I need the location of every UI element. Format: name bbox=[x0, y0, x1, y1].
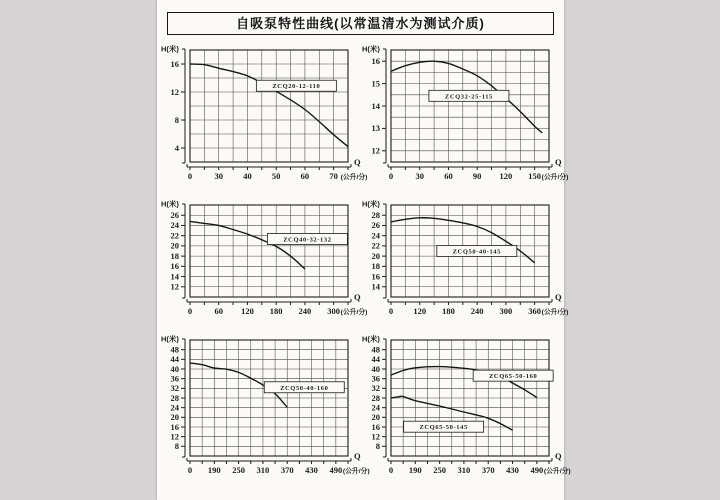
chart-canvas-6 bbox=[361, 334, 571, 486]
x-axis bbox=[187, 458, 351, 464]
y-axis bbox=[382, 204, 386, 298]
axis-text: 300 bbox=[499, 306, 513, 316]
axis-text: H(米) bbox=[161, 44, 179, 54]
y-axis bbox=[181, 204, 185, 298]
axis-text: 150 bbox=[528, 171, 542, 181]
axis-text: 60 bbox=[300, 171, 310, 181]
axis-text: 20 bbox=[371, 250, 380, 261]
curve-label-ZCQ50-40-160 bbox=[264, 382, 344, 393]
grid-lines bbox=[190, 340, 348, 456]
axis-text: 50 bbox=[271, 171, 281, 181]
axis-text: 18 bbox=[170, 250, 179, 261]
axis-text: 0 bbox=[187, 171, 193, 181]
y-axis bbox=[382, 49, 386, 163]
axis-text: 70 bbox=[329, 171, 338, 181]
chart-canvas-1 bbox=[160, 42, 368, 190]
axis-text: 28 bbox=[371, 210, 380, 221]
y-axis bbox=[382, 339, 386, 457]
axis-text: Q bbox=[555, 451, 562, 461]
axis-text: 44 bbox=[371, 354, 380, 365]
curve-label-ZCQ32-25-115 bbox=[429, 90, 509, 101]
pump-curve-chart-6 bbox=[361, 334, 571, 486]
axis-text: 300 bbox=[327, 306, 341, 316]
axis-text: 20 bbox=[371, 412, 380, 423]
x-axis bbox=[388, 458, 552, 464]
axis-text: 8 bbox=[174, 441, 179, 452]
axis-text: 0 bbox=[187, 306, 193, 316]
axis-text: Q bbox=[354, 157, 361, 167]
axis-text: 40 bbox=[170, 363, 179, 374]
axis-text: 16 bbox=[170, 58, 179, 69]
axis-text: 12 bbox=[371, 145, 380, 156]
axis-text: 310 bbox=[457, 465, 471, 475]
axis-text: H(米) bbox=[161, 199, 179, 209]
axis-text: 490 bbox=[329, 465, 343, 475]
axis-text: 48 bbox=[170, 344, 179, 355]
axis-text: 430 bbox=[305, 465, 318, 475]
axis-text: 4 bbox=[174, 142, 179, 153]
axis-text: 360 bbox=[528, 306, 542, 316]
axis-text: 90 bbox=[472, 171, 482, 181]
axis-text: (公升/分) bbox=[541, 309, 569, 316]
axis-text: 180 bbox=[442, 306, 455, 316]
axis-text: 40 bbox=[243, 171, 252, 181]
axis-text: ZCQ65-50-145 bbox=[419, 424, 468, 432]
axis-text: 0 bbox=[187, 465, 193, 475]
axis-text: H(米) bbox=[161, 334, 179, 344]
chart-canvas-3 bbox=[160, 199, 368, 325]
axis-text: 12 bbox=[371, 431, 380, 442]
axis-text: 12 bbox=[170, 281, 179, 292]
axis-text: 60 bbox=[214, 306, 223, 316]
axis-text: 12 bbox=[170, 86, 179, 97]
axis-text: 24 bbox=[371, 230, 380, 241]
axis-text: 250 bbox=[232, 465, 245, 475]
axis-text: 12 bbox=[170, 431, 179, 442]
axis-text: 36 bbox=[371, 373, 380, 384]
plot-border bbox=[190, 205, 348, 297]
axis-text: 14 bbox=[170, 271, 179, 282]
axis-text: 28 bbox=[170, 392, 179, 403]
axis-text: (公升/分) bbox=[541, 174, 569, 181]
axis-text: 430 bbox=[506, 465, 519, 475]
y-axis bbox=[181, 49, 185, 163]
axis-text: ZCQ40-32-132 bbox=[283, 236, 332, 244]
axis-text: 48 bbox=[371, 344, 380, 355]
axis-text: 60 bbox=[444, 171, 453, 181]
chart-canvas-4 bbox=[361, 199, 569, 325]
axis-text: 16 bbox=[371, 271, 380, 282]
axis-text: 24 bbox=[170, 220, 179, 231]
axis-text: Q bbox=[354, 292, 361, 302]
axis-text: (公升/分) bbox=[340, 174, 368, 181]
x-axis bbox=[187, 164, 351, 170]
pump-curve-chart-3 bbox=[160, 199, 368, 325]
axis-text: 0 bbox=[388, 465, 394, 475]
axis-text: 20 bbox=[170, 412, 179, 423]
axis-text: 32 bbox=[371, 383, 380, 394]
x-axis bbox=[388, 299, 552, 305]
axis-text: 16 bbox=[170, 261, 179, 272]
axis-text: 24 bbox=[371, 402, 380, 413]
grid-lines bbox=[391, 50, 549, 162]
axis-text: 370 bbox=[481, 465, 495, 475]
document-page bbox=[157, 0, 571, 500]
chart-canvas-5 bbox=[160, 334, 370, 486]
chart-canvas-2 bbox=[361, 42, 569, 190]
curve-label-ZCQ40-32-132 bbox=[267, 234, 347, 245]
axis-text: 120 bbox=[413, 306, 427, 316]
axis-text: Q bbox=[555, 292, 562, 302]
axis-text: ZCQ32-25-115 bbox=[444, 93, 493, 101]
axis-text: Q bbox=[555, 157, 562, 167]
axis-text: 16 bbox=[371, 56, 380, 66]
axis-text: H(米) bbox=[362, 199, 380, 209]
page-title: 自吸泵特性曲线(以常温清水为测试介质) bbox=[167, 12, 554, 35]
axis-text: 0 bbox=[388, 306, 394, 316]
curve-label-ZCQ20-12-110 bbox=[256, 80, 336, 91]
axis-text: 36 bbox=[170, 373, 179, 384]
pump-curve-chart-1 bbox=[160, 42, 368, 190]
axis-text: 240 bbox=[298, 306, 312, 316]
axis-text: 490 bbox=[530, 465, 544, 475]
axis-text: (公升/分) bbox=[340, 309, 368, 316]
axis-text: 370 bbox=[280, 465, 294, 475]
x-axis bbox=[388, 164, 552, 170]
axis-text: 16 bbox=[371, 421, 380, 432]
axis-text: 30 bbox=[415, 171, 424, 181]
axis-text: 22 bbox=[170, 230, 179, 241]
axis-text: H(米) bbox=[362, 334, 380, 344]
axis-text: 120 bbox=[241, 306, 254, 316]
axis-text: ZCQ65-50-160 bbox=[488, 373, 538, 381]
axis-text: 180 bbox=[269, 306, 283, 316]
axis-text: 30 bbox=[214, 171, 223, 181]
axis-text: 26 bbox=[170, 210, 179, 221]
axis-text: 14 bbox=[371, 281, 380, 292]
axis-text: 16 bbox=[170, 421, 179, 432]
axis-text: (公升/分) bbox=[543, 468, 571, 475]
x-axis bbox=[187, 299, 351, 305]
axis-text: 8 bbox=[375, 441, 380, 452]
axis-text: 40 bbox=[371, 363, 380, 374]
y-axis bbox=[181, 339, 185, 457]
charts-grid bbox=[157, 35, 571, 486]
axis-text: 13 bbox=[371, 123, 380, 134]
axis-text: 0 bbox=[388, 171, 394, 181]
curve-label-ZCQ50-40-145 bbox=[437, 245, 517, 256]
axis-text: 24 bbox=[170, 402, 179, 413]
axis-text: ZCQ20-12-110 bbox=[272, 83, 321, 91]
pump-curve-chart-2 bbox=[361, 42, 569, 190]
axis-text: 22 bbox=[371, 240, 380, 251]
pump-curve-chart-5 bbox=[160, 334, 370, 486]
axis-text: 190 bbox=[408, 465, 422, 475]
grid-lines bbox=[190, 205, 348, 297]
axis-text: Q bbox=[354, 451, 361, 461]
axis-text: 26 bbox=[371, 220, 380, 231]
axis-text: 250 bbox=[433, 465, 446, 475]
grid-lines bbox=[391, 340, 549, 456]
axis-text: 28 bbox=[371, 392, 380, 403]
axis-text: 190 bbox=[207, 465, 221, 475]
axis-text: 120 bbox=[499, 171, 513, 181]
axis-text: 310 bbox=[256, 465, 270, 475]
axis-text: 240 bbox=[470, 306, 484, 316]
axis-text: 18 bbox=[371, 261, 380, 272]
axis-text: (公升/分) bbox=[342, 468, 370, 475]
axis-text: ZCQ50-40-160 bbox=[280, 384, 329, 392]
axis-text: H(米) bbox=[362, 44, 380, 54]
curve-label-ZCQ65-50-145 bbox=[404, 421, 484, 432]
curve-label-ZCQ65-50-160 bbox=[473, 370, 553, 381]
pump-curve-chart-4 bbox=[361, 199, 569, 325]
axis-text: 32 bbox=[170, 383, 179, 394]
axis-text: ZCQ50-40-145 bbox=[452, 248, 502, 256]
axis-text: 8 bbox=[174, 114, 179, 125]
axis-text: 44 bbox=[170, 354, 179, 365]
axis-text: 20 bbox=[170, 240, 179, 251]
axis-text: 15 bbox=[371, 78, 380, 89]
axis-text: 14 bbox=[371, 100, 380, 111]
